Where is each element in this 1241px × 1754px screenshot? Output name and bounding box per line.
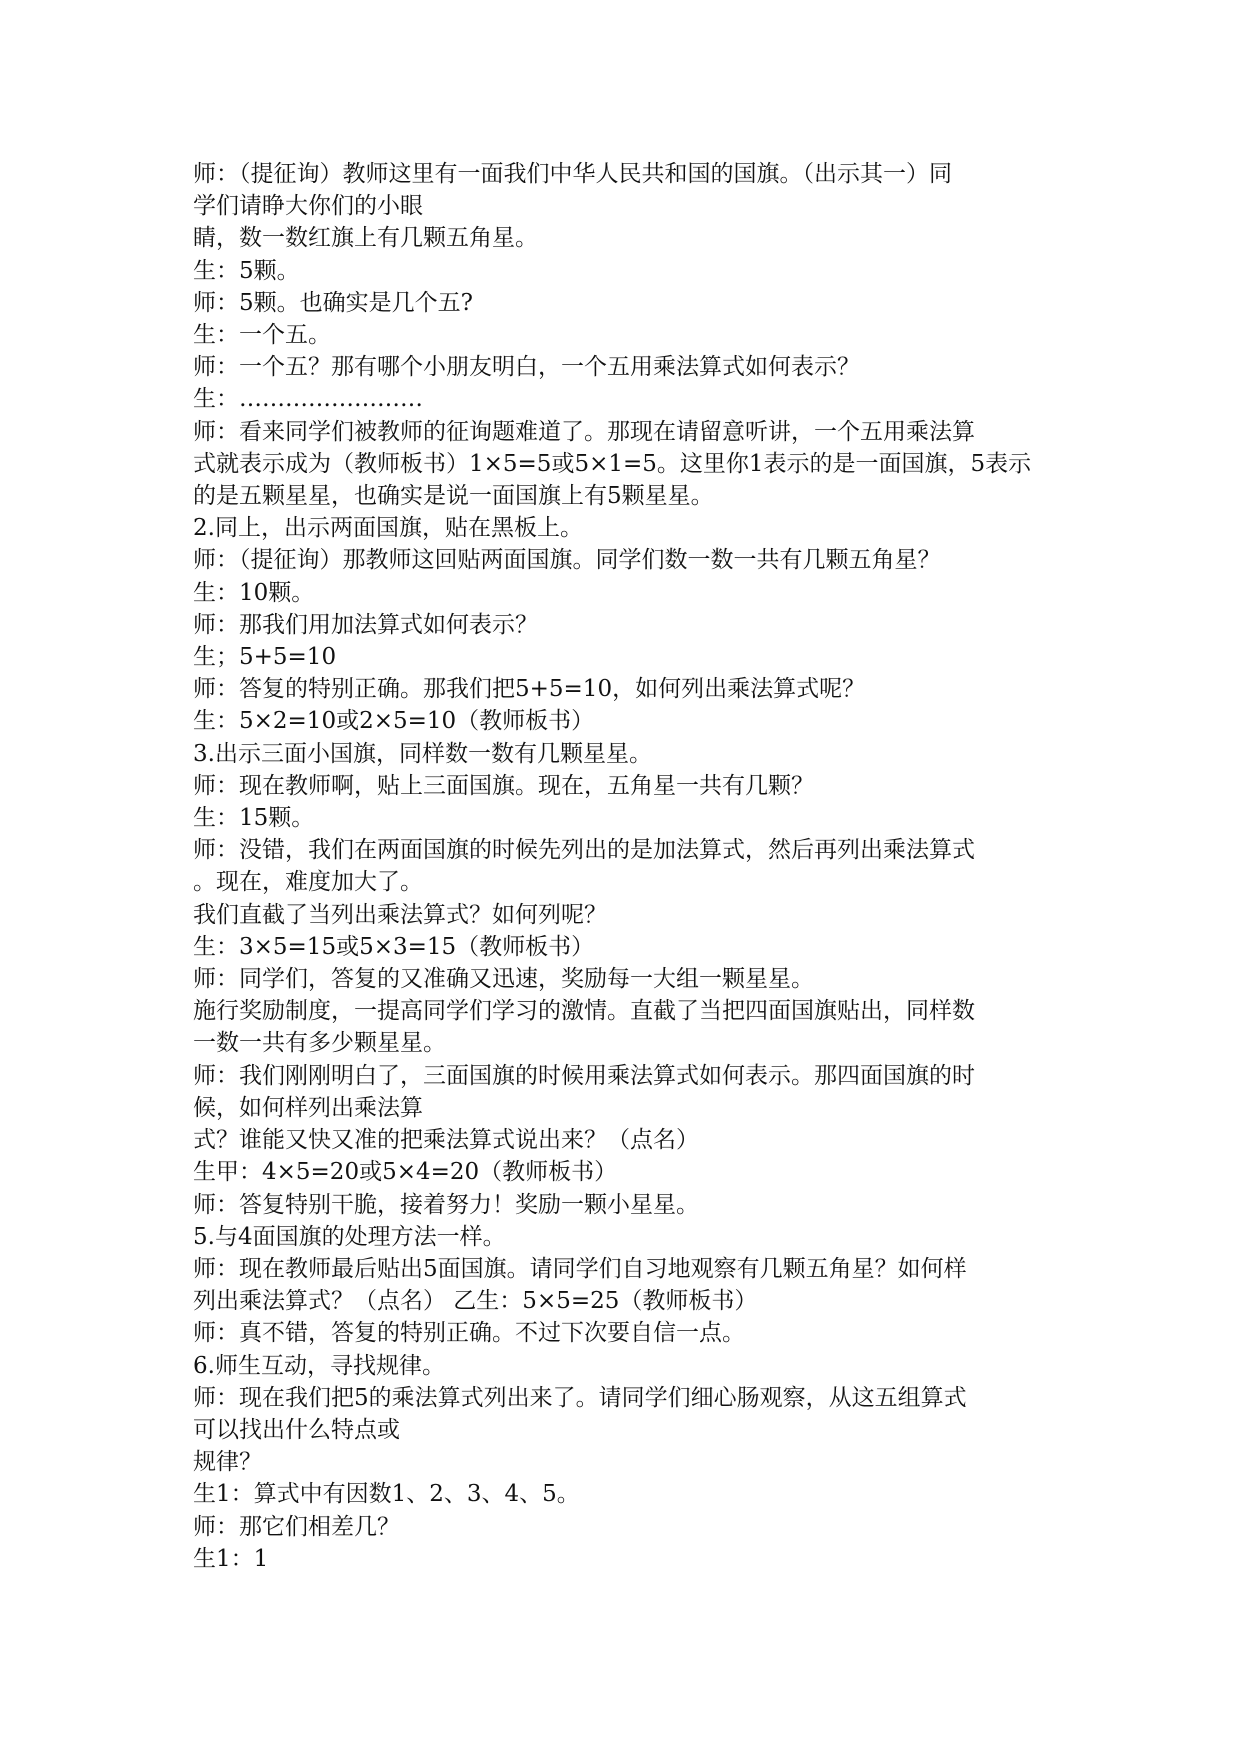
text-line: 。现在，难度加大了。 bbox=[193, 869, 423, 896]
text-line: 列出乘法算式？（点名） 乙生：5×5=25（教师板书） bbox=[193, 1288, 758, 1315]
text-line: 生；5+5=10 bbox=[193, 644, 337, 671]
text-line: 生：15颗。 bbox=[193, 805, 315, 832]
text-line: 师：现在教师啊，贴上三面国旗。现在，五角星一共有几颗？ bbox=[193, 772, 814, 799]
text-line: 师：现在教师最后贴出5面国旗。请同学们自习地观察有几颗五角星？如何样 bbox=[193, 1255, 967, 1282]
text-line: 睛，数一数红旗上有几颗五角星。 bbox=[193, 225, 538, 252]
text-line: 6.师生互动，寻找规律。 bbox=[193, 1352, 445, 1379]
text-line: 师：答复的特别正确。那我们把5+5=10，如何列出乘法算式呢？ bbox=[193, 676, 866, 703]
text-line: 生：…………………… bbox=[193, 386, 423, 413]
text-line: 3.出示三面小国旗，同样数一数有几颗星星。 bbox=[193, 740, 652, 767]
text-line: 我们直截了当列出乘法算式？如何列呢？ bbox=[193, 901, 607, 928]
text-line: 师：同学们，答复的又准确又迅速，奖励每一大组一颗星星。 bbox=[193, 966, 814, 993]
text-line: 生1：算式中有因数1、2、3、4、5。 bbox=[193, 1481, 580, 1508]
text-line: 2.同上，出示两面国旗，贴在黑板上。 bbox=[193, 515, 583, 542]
text-line: 规律？ bbox=[193, 1449, 262, 1476]
text-line: 生1：1 bbox=[193, 1545, 269, 1572]
text-line: 式就表示成为（教师板书）1×5=5或5×1=5。这里你1表示的是一面国旗，5表示 bbox=[193, 450, 1032, 477]
text-line: 师：没错，我们在两面国旗的时候先列出的是加法算式，然后再列出乘法算式 bbox=[193, 837, 975, 864]
text-line: 师：（提征询）教师这里有一面我们中华人民共和国的国旗。（出示其一）同 bbox=[193, 161, 952, 187]
text-line: 一数一共有多少颗星星。 bbox=[193, 1030, 446, 1057]
document-body bbox=[193, 158, 1053, 1575]
text-line: 式？谁能又快又准的把乘法算式说出来？（点名） bbox=[193, 1127, 699, 1154]
text-line: 师：一个五？那有哪个小朋友明白，一个五用乘法算式如何表示？ bbox=[193, 354, 860, 381]
text-line: 学们请睁大你们的小眼 bbox=[193, 193, 423, 220]
text-line: 生：3×5=15或5×3=15（教师板书） bbox=[193, 933, 595, 960]
text-line: 师：看来同学们被教师的征询题难道了。那现在请留意听讲，一个五用乘法算 bbox=[193, 418, 975, 445]
text-line: 生：5颗。 bbox=[193, 257, 300, 284]
text-line: 师：（提征询）那教师这回贴两面国旗。同学们数一数一共有几颗五角星？ bbox=[193, 547, 941, 574]
text-line: 师：5颗。也确实是几个五? bbox=[193, 289, 473, 316]
text-line: 的是五颗星星，也确实是说一面国旗上有5颗星星。 bbox=[193, 483, 714, 510]
text-line: 师：我们刚刚明白了，三面国旗的时候用乘法算式如何表示。那四面国旗的时 bbox=[193, 1062, 975, 1089]
text-line: 生：10颗。 bbox=[193, 579, 315, 606]
text-line: 师：答复特别干脆，接着努力！奖励一颗小星星。 bbox=[193, 1191, 699, 1218]
text-line: 生甲：4×5=20或5×4=20（教师板书） bbox=[193, 1159, 618, 1186]
text-line: 师：真不错，答复的特别正确。不过下次要自信一点。 bbox=[193, 1320, 745, 1347]
text-line: 施行奖励制度，一提高同学们学习的激情。直截了当把四面国旗贴出，同样数 bbox=[193, 998, 975, 1025]
text-line: 候，如何样列出乘法算 bbox=[193, 1094, 423, 1121]
text-line: 师：那我们用加法算式如何表示？ bbox=[193, 611, 538, 638]
text-line: 生：一个五。 bbox=[193, 322, 331, 349]
text-line: 生：5×2=10或2×5=10（教师板书） bbox=[193, 708, 595, 735]
text-line: 可以找出什么特点或 bbox=[193, 1416, 400, 1443]
text-line: 师：现在我们把5的乘法算式列出来了。请同学们细心肠观察，从这五组算式 bbox=[193, 1384, 967, 1411]
text-line: 师：那它们相差几？ bbox=[193, 1513, 400, 1540]
text-line: 5.与4面国旗的处理方法一样。 bbox=[193, 1223, 506, 1250]
